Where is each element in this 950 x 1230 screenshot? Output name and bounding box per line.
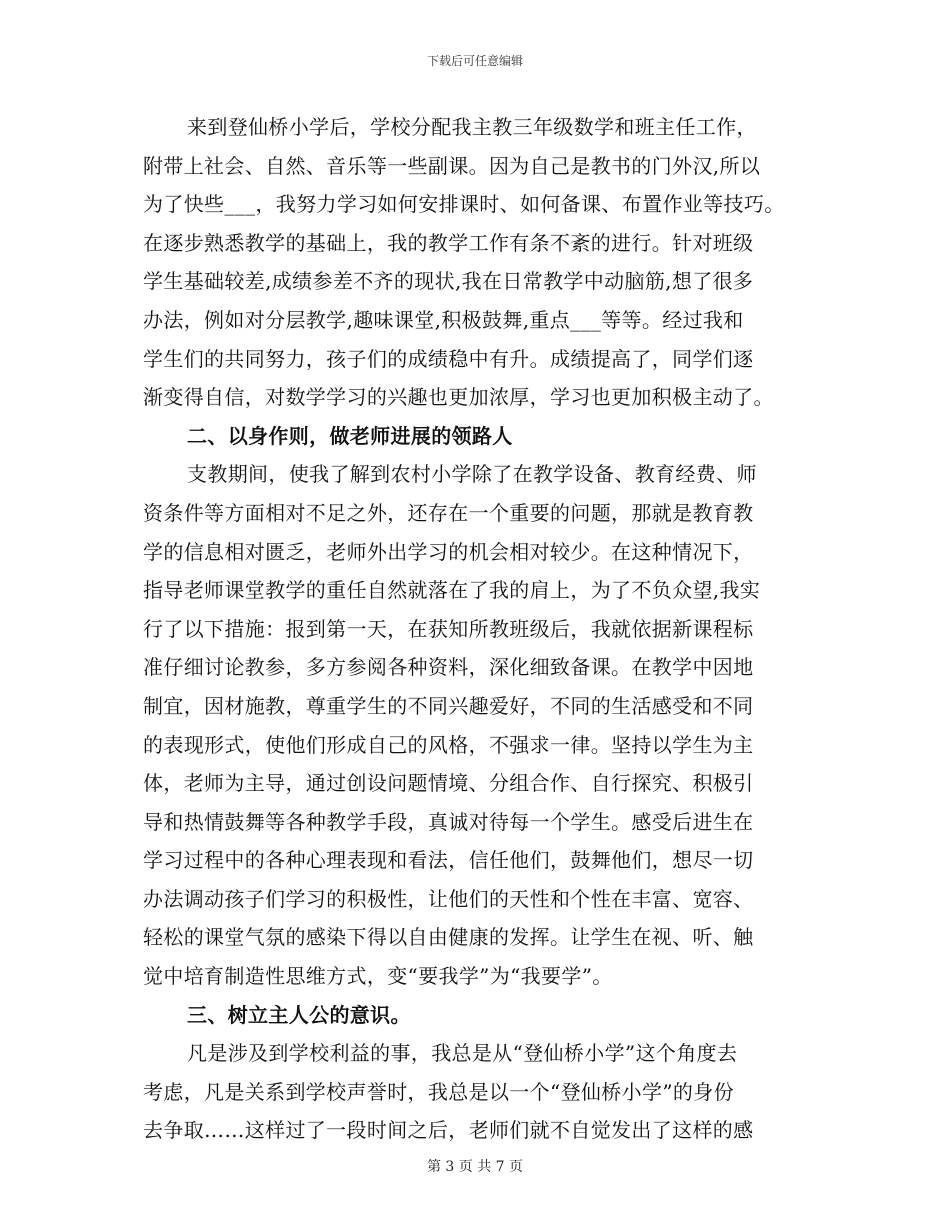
paragraph-line: 去争取……这样过了一段时间之后，老师们就不自觉发出了这样的感 [143, 1118, 754, 1143]
paragraph-line: 轻松的课堂气氛的感染下得以自由健康的发挥。让学生在视、听、触 [143, 925, 754, 950]
section-heading: 三、树立主人公的意识。 [187, 1002, 411, 1027]
paragraph-line: 觉中培育制造性思维方式，变“要我学”为“我要学”。 [143, 964, 613, 989]
page-footer: 第 3 页 共 7 页 [426, 1159, 524, 1175]
paragraph-line: 凡是涉及到学校利益的事，我总是从“登仙桥小学”这个角度去 [187, 1041, 738, 1066]
paragraph-line: 办法，例如对分层教学,趣味课堂,积极鼓舞,重点___等等。经过我和 [143, 307, 744, 332]
paragraph-line: 在逐步熟悉教学的基础上，我的教学工作有条不紊的进行。针对班级 [143, 230, 754, 255]
paragraph-line: 来到登仙桥小学后，学校分配我主教三年级数学和班主任工作， [187, 115, 757, 139]
page-header: 下载后可任意编辑 [426, 54, 523, 68]
paragraph-line: 学生基础较差,成绩参差不齐的现状,我在日常教学中动脑筋,想了很多 [143, 269, 754, 294]
paragraph-line: 附带上社会、自然、音乐等一些副课。因为自己是教书的门外汉,所以 [143, 153, 761, 178]
paragraph-line: 学生们的共同努力，孩子们的成绩稳中有升。成绩提高了，同学们逐 [143, 346, 754, 371]
paragraph-line: 的表现形式，使他们形成自己的风格，不强求一律。坚持以学生为主 [143, 732, 754, 757]
paragraph-line: 考虑，凡是关系到学校声誉时，我总是以一个“登仙桥小学”的身份 [143, 1079, 734, 1104]
paragraph-line: 学习过程中的各种心理表现和看法，信任他们，鼓舞他们，想尽一切 [143, 848, 754, 873]
paragraph-line: 支教期间，使我了解到农村小学除了在教学设备、教育经费、师 [187, 462, 757, 487]
paragraph-line: 为了快些___，我努力学习如何安排课时、如何备课、布置作业等技巧。 [143, 192, 785, 217]
paragraph-line: 体，老师为主导，通过创设问题情境、分组合作、自行探究、积极引 [143, 771, 754, 796]
paragraph-line: 渐变得自信，对数学学习的兴趣也更加浓厚，学习也更加积极主动了。 [143, 385, 774, 410]
paragraph-line: 行了以下措施：报到第一天，在获知所教班级后，我就依据新课程标 [143, 616, 754, 641]
paragraph-line: 指导老师课堂教学的重任自然就落在了我的肩上，为了不负众望,我实 [143, 578, 761, 603]
paragraph-line: 办法调动孩子们学习的积极性，让他们的天性和个性在丰富、宽容、 [143, 886, 754, 911]
paragraph-line: 制宜，因材施教，尊重学生的不同兴趣爱好，不同的生活感受和不同 [143, 693, 754, 718]
paragraph-line: 资条件等方面相对不足之外，还存在一个重要的问题，那就是教育教 [143, 500, 754, 525]
paragraph-line: 准仔细讨论教参，多方参阅各种资料，深化细致备课。在教学中因地 [143, 655, 754, 680]
section-heading: 二、以身作则，做老师进展的领路人 [187, 423, 513, 448]
paragraph-line: 导和热情鼓舞等各种教学手段，真诚对待每一个学生。感受后进生在 [143, 809, 754, 834]
document-body [143, 108, 823, 1150]
paragraph-line: 学的信息相对匮乏，老师外出学习的机会相对较少。在这种情况下， [143, 539, 754, 564]
